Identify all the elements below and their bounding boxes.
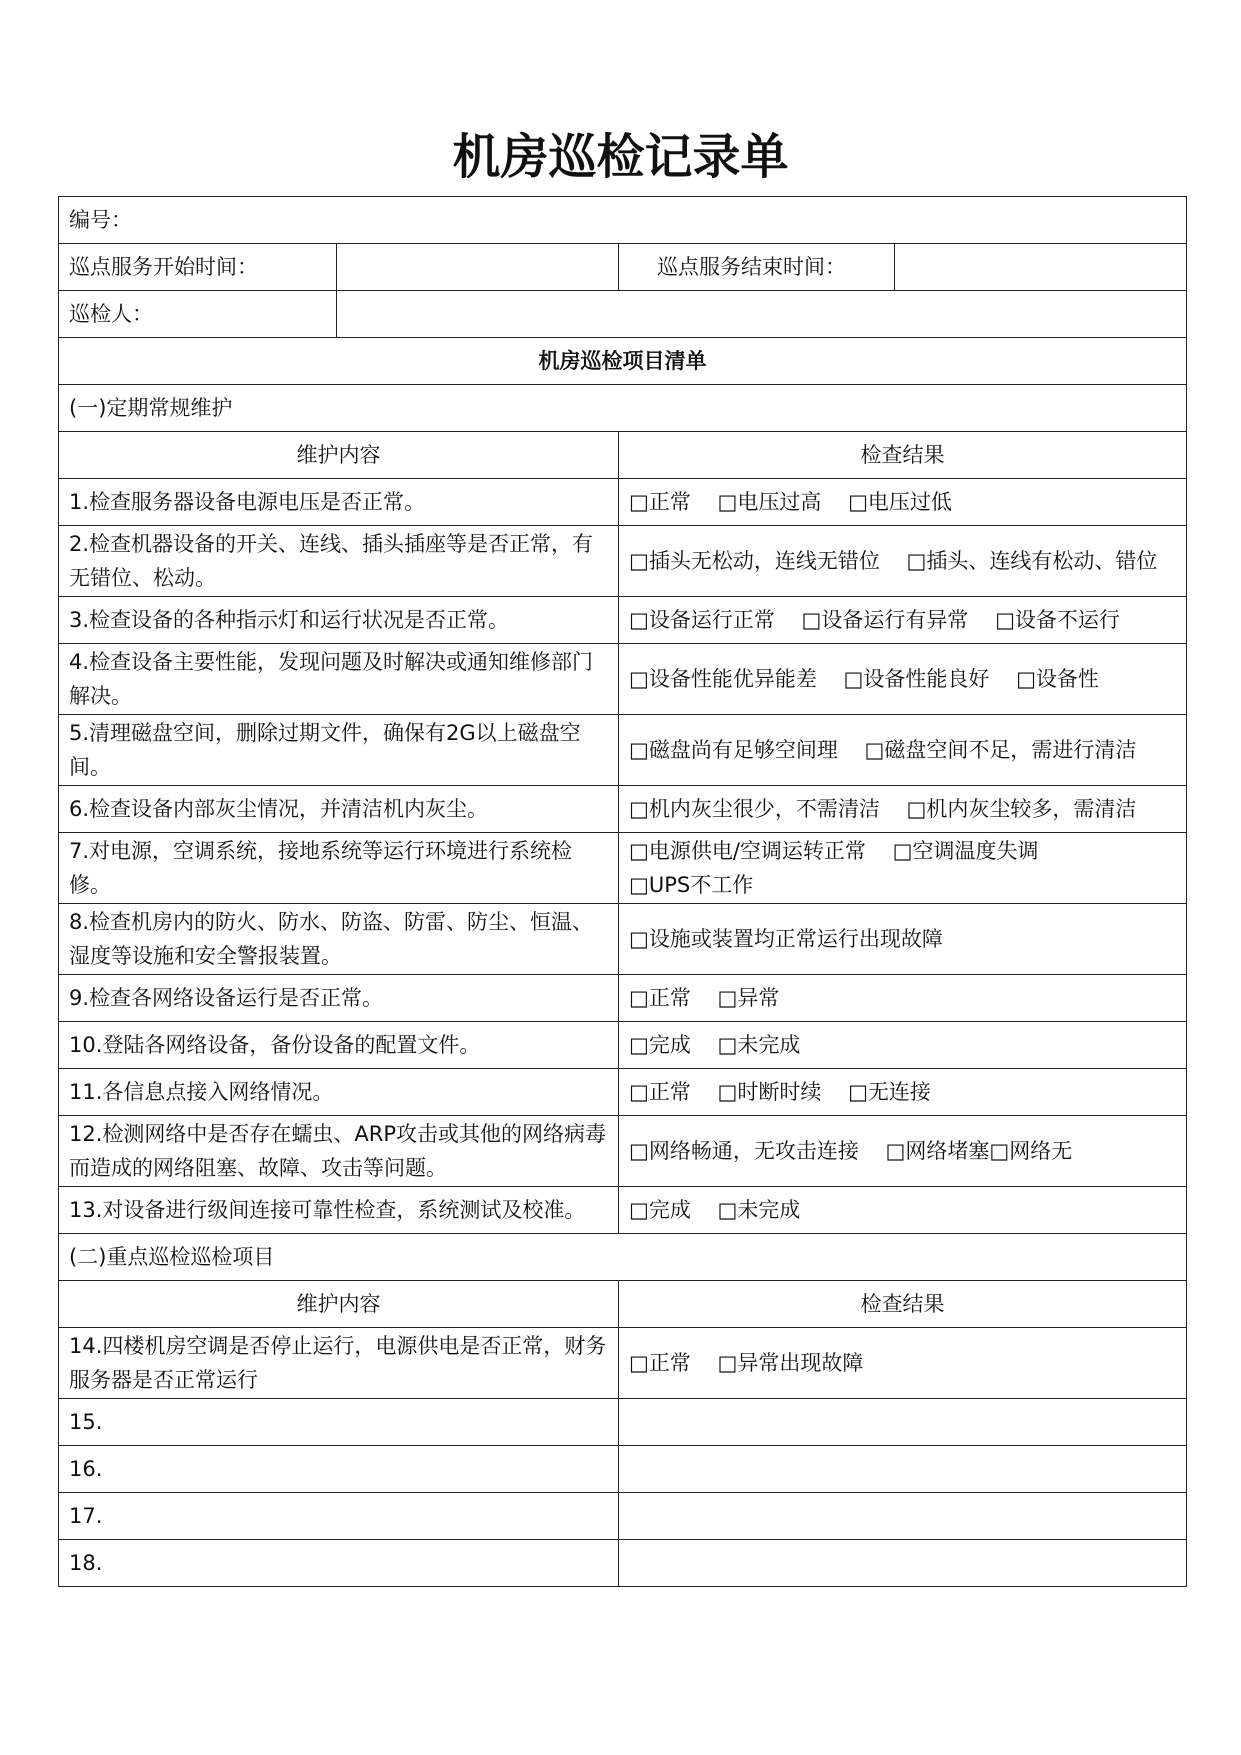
check-result-cell (619, 479, 1187, 526)
section1-title: (一)定期常规维护 (59, 385, 1187, 432)
result-checkbox-option[interactable]: □设备不运行 (995, 608, 1120, 632)
maintenance-item-text: 18. (59, 1540, 619, 1587)
table-row (59, 1187, 1187, 1234)
result-checkbox-option[interactable]: □设备性能良好 (843, 667, 990, 691)
result-checkbox-option[interactable]: □电源供电/空调运转正常 (629, 839, 866, 863)
table-row (59, 1446, 1187, 1493)
inspection-form-table (58, 196, 1187, 1587)
table-row (59, 715, 1187, 786)
result-checkbox-option[interactable]: □异常 (717, 986, 780, 1010)
table-row (59, 644, 1187, 715)
serial-row (59, 197, 1187, 244)
table-row (59, 1493, 1187, 1540)
section1-col-result: 检查结果 (619, 432, 1187, 479)
result-checkbox-option[interactable]: □设备运行正常 (629, 608, 775, 632)
maintenance-item-text: 11.各信息点接入网络情况。 (59, 1069, 619, 1116)
table-row (59, 1540, 1187, 1587)
result-checkbox-option[interactable]: □完成 (629, 1198, 691, 1222)
table-row (59, 1328, 1187, 1399)
result-checkbox-option[interactable]: □时断时续 (717, 1080, 822, 1104)
check-result-cell (619, 1540, 1187, 1587)
table-row (59, 833, 1187, 904)
check-result-cell (619, 715, 1187, 786)
table-row (59, 479, 1187, 526)
result-checkbox-option[interactable]: □设备性能优异能差 (629, 667, 817, 691)
check-result-cell (619, 1069, 1187, 1116)
check-result-cell (619, 1328, 1187, 1399)
check-result-cell (619, 1116, 1187, 1187)
section1-header-row (59, 432, 1187, 479)
maintenance-item-text: 17. (59, 1493, 619, 1540)
result-checkbox-option[interactable]: □插头、连线有松动、错位 (906, 549, 1158, 573)
maintenance-item-text: 13.对设备进行级间连接可靠性检查，系统测试及校准。 (59, 1187, 619, 1234)
inspector-row (59, 291, 1187, 338)
end-time-field[interactable] (895, 244, 1187, 291)
maintenance-item-text: 6.检查设备内部灰尘情况，并清洁机内灰尘。 (59, 786, 619, 833)
maintenance-item-text: 8.检查机房内的防火、防水、防盗、防雷、防尘、恒温、湿度等设施和安全警报装置。 (59, 904, 619, 975)
result-checkbox-option[interactable]: □电压过高 (717, 490, 822, 514)
table-row (59, 1399, 1187, 1446)
check-result-cell (619, 1493, 1187, 1540)
result-checkbox-option[interactable]: □机内灰尘很少，不需清洁 (629, 797, 880, 821)
section2-header-row (59, 1281, 1187, 1328)
table-row (59, 786, 1187, 833)
table-row (59, 526, 1187, 597)
maintenance-item-text: 3.检查设备的各种指示灯和运行状况是否正常。 (59, 597, 619, 644)
check-result-cell (619, 644, 1187, 715)
result-checkbox-option[interactable]: □未完成 (717, 1198, 801, 1222)
table-row (59, 1069, 1187, 1116)
check-result-cell (619, 597, 1187, 644)
result-checkbox-option[interactable]: □正常 (629, 490, 691, 514)
result-checkbox-option[interactable]: □设施或装置均正常运行出现故障 (629, 927, 943, 951)
result-checkbox-option[interactable]: □异常出现故障 (717, 1351, 864, 1375)
result-checkbox-option[interactable]: □UPS不工作 (629, 873, 754, 897)
serial-label: 编号： (59, 197, 1187, 244)
result-checkbox-option[interactable]: □正常 (629, 1351, 691, 1375)
result-checkbox-option[interactable]: □未完成 (717, 1033, 801, 1057)
maintenance-item-text: 4.检查设备主要性能，发现问题及时解决或通知维修部门解决。 (59, 644, 619, 715)
maintenance-item-text: 12.检测网络中是否存在蠕虫、ARP攻击或其他的网络病毒而造成的网络阻塞、故障、攻击等问题。 (59, 1116, 619, 1187)
maintenance-item-text: 5.清理磁盘空间，删除过期文件，确保有2G以上磁盘空间。 (59, 715, 619, 786)
table-row (59, 1116, 1187, 1187)
checklist-title: 机房巡检项目清单 (59, 338, 1187, 385)
result-checkbox-option[interactable]: □网络堵塞□网络无 (885, 1139, 1073, 1163)
section1-col-content: 维护内容 (59, 432, 619, 479)
check-result-cell (619, 975, 1187, 1022)
result-checkbox-option[interactable]: □无连接 (848, 1080, 931, 1104)
check-result-cell (619, 833, 1187, 904)
section2-col-content: 维护内容 (59, 1281, 619, 1328)
start-time-field[interactable] (337, 244, 619, 291)
maintenance-item-text: 14.四楼机房空调是否停止运行，电源供电是否正常，财务服务器是否正常运行 (59, 1328, 619, 1399)
check-result-cell (619, 526, 1187, 597)
maintenance-item-text: 2.检查机器设备的开关、连线、插头插座等是否正常，有无错位、松动。 (59, 526, 619, 597)
result-checkbox-option[interactable]: □插头无松动，连线无错位 (629, 549, 880, 573)
section2-title: (二)重点巡检巡检项目 (59, 1234, 1187, 1281)
maintenance-item-text: 16. (59, 1446, 619, 1493)
result-checkbox-option[interactable]: □设备性 (1016, 667, 1099, 691)
table-row (59, 597, 1187, 644)
result-checkbox-option[interactable]: □电压过低 (848, 490, 952, 514)
result-checkbox-option[interactable]: □网络畅通，无攻击连接 (629, 1139, 859, 1163)
result-checkbox-option[interactable]: □完成 (629, 1033, 691, 1057)
table-row (59, 975, 1187, 1022)
page-title: 机房巡检记录单 (452, 129, 789, 185)
section2-title-row (59, 1234, 1187, 1281)
check-result-cell (619, 1446, 1187, 1493)
end-time-label: 巡点服务结束时间： (619, 244, 895, 291)
result-checkbox-option[interactable]: □设备运行有异常 (801, 608, 969, 632)
result-checkbox-option[interactable]: □正常 (629, 1080, 691, 1104)
check-result-cell (619, 1022, 1187, 1069)
check-result-cell (619, 1399, 1187, 1446)
section2-col-result: 检查结果 (619, 1281, 1187, 1328)
result-checkbox-option[interactable]: □机内灰尘较多，需清洁 (906, 797, 1137, 821)
result-checkbox-option[interactable]: □磁盘空间不足，需进行清洁 (864, 738, 1137, 762)
service-time-row (59, 244, 1187, 291)
maintenance-item-text: 7.对电源，空调系统，接地系统等运行环境进行系统检修。 (59, 833, 619, 904)
maintenance-item-text: 1.检查服务器设备电源电压是否正常。 (59, 479, 619, 526)
result-checkbox-option[interactable]: □空调温度失调 (892, 839, 1039, 863)
maintenance-item-text: 10.登陆各网络设备，备份设备的配置文件。 (59, 1022, 619, 1069)
checklist-title-row (59, 338, 1187, 385)
table-row (59, 1022, 1187, 1069)
result-checkbox-option[interactable]: □正常 (629, 986, 691, 1010)
inspector-label: 巡检人： (59, 291, 337, 338)
table-row (59, 904, 1187, 975)
check-result-cell (619, 1187, 1187, 1234)
check-result-cell (619, 904, 1187, 975)
maintenance-item-text: 9.检查各网络设备运行是否正常。 (59, 975, 619, 1022)
maintenance-item-text: 15. (59, 1399, 619, 1446)
start-time-label: 巡点服务开始时间： (59, 244, 337, 291)
section1-title-row (59, 385, 1187, 432)
result-checkbox-option[interactable]: □磁盘尚有足够空间理 (629, 738, 838, 762)
inspector-field[interactable] (337, 291, 1187, 338)
check-result-cell (619, 786, 1187, 833)
